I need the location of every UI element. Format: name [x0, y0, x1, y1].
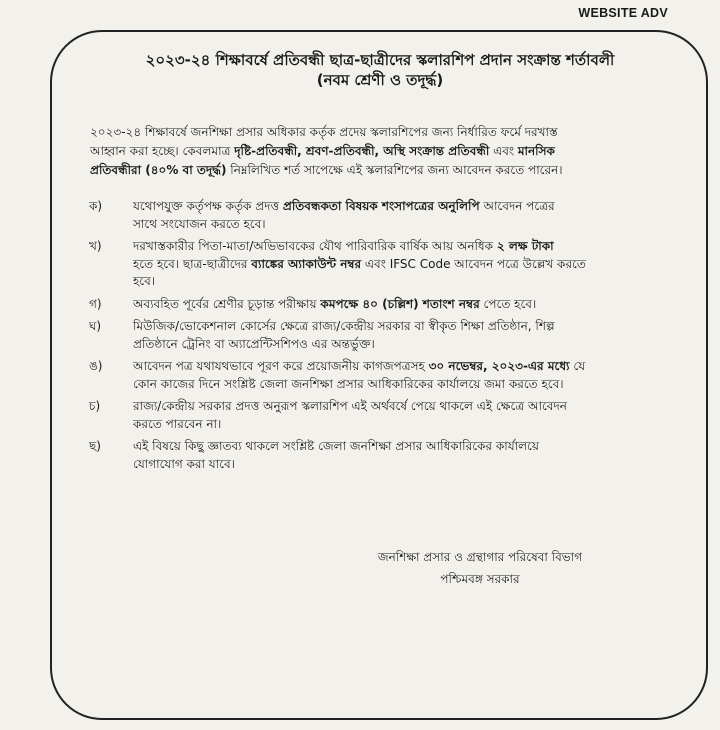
disability-mental: মানসিক	[517, 144, 555, 158]
item-text: আবেদন পত্রের	[479, 199, 555, 213]
item-emphasis: প্রতিবন্ধকতা বিষয়ক শংসাপত্রের অনুলিপি	[282, 199, 480, 213]
item-emphasis: কমপক্ষে ৪০ (চল্লিশ) শতাংশ নম্বর	[320, 297, 480, 311]
intro-paragraph	[90, 123, 655, 180]
item-text: আবেদন পত্রে উল্লেখ করতে	[450, 256, 586, 271]
item-emphasis: ২ লক্ষ টাকা	[496, 239, 554, 253]
item-text: যথোপযুক্ত কর্তৃপক্ষ কর্তৃক প্রদত্ত	[133, 199, 283, 213]
item-marker: ক)	[89, 199, 103, 213]
intro-text: এবং	[489, 144, 518, 158]
item-text: যোগাযোগ করা যাবে।	[133, 456, 235, 471]
item-emphasis: ৩০ নভেম্বর, ২০২৩-এর মধ্যে	[428, 359, 570, 373]
disability-threshold: প্রতিবন্ধীরা (৪০% বা তদূর্দ্ধ)	[90, 163, 227, 177]
item-text: আবেদন পত্র যথাযথভাবে পূরণ করে প্রয়োজনীয় কাগজপত্রসহ	[133, 359, 429, 373]
item-text: সাথে সংযোজন করতে হবে।	[133, 216, 266, 231]
issuing-department: জনশিক্ষা প্রসার ও গ্রন্থাগার পরিষেবা বিভাগ	[377, 550, 583, 564]
notice-title: ২০২৩-২৪ শিক্ষাবর্ষে প্রতিবন্ধী ছাত্র-ছাত্রীদের স্কলারশিপ প্রদান সংক্রান্ত শর্তাবলী	[145, 51, 615, 69]
intro-line-3	[90, 161, 655, 180]
item-text: হবে।	[133, 274, 156, 288]
item-text: করতে পারবেন না।	[133, 416, 222, 431]
intro-line-2	[90, 142, 655, 161]
intro-line-1: ২০২৩-২৪ শিক্ষাবর্ষে জনশিক্ষা প্রসার অধিকার কর্তৃক প্রদেয় স্কলারশিপের জন্য নির্ধারিত ফর্মে দরখাস্ত	[90, 125, 558, 139]
item-marker: গ)	[89, 297, 102, 311]
notice-subtitle: (নবম শ্রেণী ও তদূর্দ্ধ)	[316, 71, 444, 89]
item-text: রাজ্য/কেন্দ্রীয় সরকার প্রদত্ত অনুরূপ স্কলারশিপ এই অর্থবর্ষে পেয়ে থাকলে এই ক্ষেত্রে আবেদন	[133, 399, 567, 413]
item-text: এবং	[361, 256, 390, 271]
item-text: প্রতিষ্ঠানে ট্রেনিং বা অ্যাপ্রেন্টিসশিপও এর অন্তর্ভুক্ত।	[133, 336, 375, 351]
issuing-government: পশ্চিমবঙ্গ সরকার	[440, 572, 520, 586]
item-text: দরখাস্তকারীর পিতা-মাতা/অভিভাবকের যৌথ পারিবারিক বার্ষিক আয় অনধিক	[133, 239, 497, 253]
item-text: IFSC Code	[389, 256, 451, 271]
item-text: হতে হবে। ছাত্র-ছাত্রীদের	[133, 256, 252, 271]
item-marker: ছ)	[89, 439, 101, 453]
item-text: কোন কাজের দিনে সংশ্লিষ্ট জেলা জনশিক্ষা প্রসার আধিকারিকের কার্যালয়ে জমা করতে হবে।	[133, 376, 564, 391]
item-marker: ঘ)	[89, 319, 102, 333]
intro-text: আহ্বান করা হচ্ছে। কেবলমাত্র	[90, 144, 235, 158]
item-marker: চ)	[89, 399, 101, 413]
item-text: অব্যবহিত পূর্বের শ্রেণীর চূড়ান্ত পরীক্ষায়	[133, 297, 321, 311]
item-marker: ঙ)	[89, 359, 103, 373]
item-emphasis: ব্যাঙ্কের অ্যাকাউন্ট নম্বর	[251, 256, 362, 271]
website-adv-tag: WEBSITE ADV	[578, 6, 668, 20]
item-text: মিউজিক/ভোকেশনাল কোর্সের ক্ষেত্রে রাজ্য/কেন্দ্রীয় সরকার বা স্বীকৃত শিক্ষা প্রতিষ্ঠান, শিল্প	[133, 319, 555, 333]
item-text: এই বিষয়ে কিছু জ্ঞাতব্য থাকলে সংশ্লিষ্ট জেলা জনশিক্ষা প্রসার আধিকারিকের কার্যালয়ে	[133, 439, 539, 453]
item-marker: খ)	[89, 239, 102, 253]
item-text: যে	[569, 359, 586, 373]
intro-text: নিম্নলিখিত শর্ত সাপেক্ষে এই স্কলারশিপের জন্য আবেদন করতে পারেন।	[226, 163, 563, 177]
disability-types: দৃষ্টি-প্রতিবন্ধী, শ্রবণ-প্রতিবন্ধী, অস্থি সংক্রান্ত প্রতিবন্ধী	[234, 144, 490, 158]
item-text: পেতে হবে।	[479, 297, 537, 311]
